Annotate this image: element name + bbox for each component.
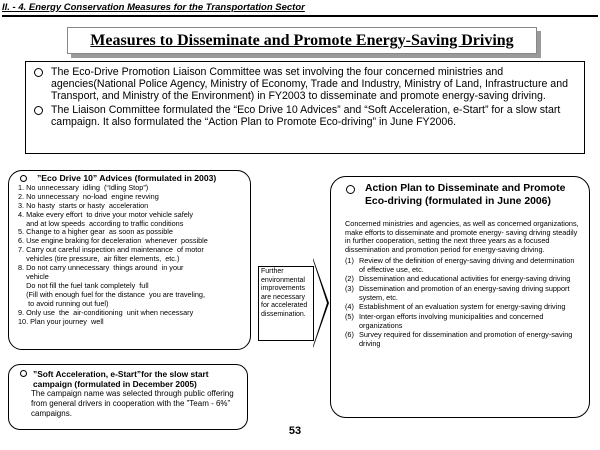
advice-item: 3. No hasty starts or hasty acceleration xyxy=(18,200,149,210)
soft-acceleration-box xyxy=(8,364,248,430)
advice-item: 6. Use engine braking for deceleration whenever possible xyxy=(18,236,208,246)
ring-bullet-icon xyxy=(34,68,43,77)
soft-acceleration-title: ”Soft Acceleration, e-Start”for the slow start campaign (formulated in December 2005) xyxy=(33,369,209,389)
advice-item: and at low speeds according to traffic conditions xyxy=(18,218,184,228)
action-plan-item xyxy=(343,285,581,302)
action-plan-item-text: Inter-organ efforts involving municipalities and concerned organizations xyxy=(359,312,544,330)
intro-bullet xyxy=(32,104,576,128)
ring-bullet-icon xyxy=(34,106,43,115)
action-plan-intro: Concerned ministries and agencies, as well as concerned organizations, make efforts to disseminate and promote energy- saving driving steadily in further cooperation, setting the next three years as a focused dissemination and promotion period for energy-saving driving. xyxy=(345,219,579,255)
action-plan-item-number: (2) xyxy=(345,274,354,284)
action-plan-item-text: Review of the definition of energy-saving driving and determination of effective use, etc. xyxy=(359,255,575,274)
advice-item: vehicles (tire pressure, air filter elements, etc.) xyxy=(18,254,180,264)
intro-bullet xyxy=(32,66,576,103)
header-rule xyxy=(2,15,598,17)
action-plan-item-text: Dissemination and promotion of an energy-saving driving support system, etc. xyxy=(359,283,570,302)
action-plan-item xyxy=(343,275,581,284)
action-plan-item xyxy=(343,331,581,348)
page-title: Measures to Disseminate and Promote Energy-Saving Driving xyxy=(90,31,514,49)
advices-header xyxy=(18,174,244,183)
intro-box xyxy=(25,61,585,154)
action-plan-item-text: Establishment of an evaluation system for energy-saving driving xyxy=(359,302,566,312)
page-number: 53 xyxy=(288,425,302,437)
ring-bullet-icon xyxy=(346,185,355,194)
advice-item: 2. No unnecessary no-load engine revving xyxy=(18,191,159,201)
action-plan-box xyxy=(330,176,590,418)
action-plan-item-number: (4) xyxy=(345,302,354,312)
advice-item: (Fill with enough fuel for the distance you are traveling, xyxy=(18,289,205,299)
advice-item: vehicle xyxy=(18,271,49,281)
soft-acceleration-header xyxy=(18,369,241,389)
title-box xyxy=(67,27,537,54)
advice-item: 10. Plan your journey well xyxy=(18,316,104,326)
action-plan-title: Action Plan to Disseminate and Promote Eco-driving (formulated in June 2006) xyxy=(365,183,566,207)
action-plan-item-number: (6) xyxy=(345,330,354,340)
action-plan-item xyxy=(343,303,581,312)
action-plan-item-text: Dissemination and educational activities for energy-saving driving xyxy=(359,274,571,284)
section-header: II. - 4. Energy Conservation Measures for the Transportation Sector xyxy=(2,2,305,13)
advice-item: 8. Do not carry unnecessary things around in your xyxy=(18,263,184,273)
action-plan-header xyxy=(343,183,581,208)
advice-item: 5. Change to a higher gear as soon as possible xyxy=(18,227,173,237)
ring-bullet-icon xyxy=(20,175,27,182)
arrow-note: Further environmental improvements are necessary for accelerated dissemination. xyxy=(258,266,314,341)
ring-bullet-icon xyxy=(20,370,27,377)
advices-title: ”Eco Drive 10” Advices (formulated in 2003) xyxy=(37,173,217,183)
action-plan-item-number: (5) xyxy=(345,312,354,322)
intro-bullet-text: The Eco-Drive Promotion Liaison Committee was set involving the four concerned ministries and agencies(National Police Agency, Ministry of Economy, Trade and Industry, Ministry of Land, Infrastructure and Transport, and Ministry of the Environment) in FY2003 to disseminate and promote energy-saving driving. xyxy=(51,66,568,103)
action-plan-item-text: Survey required for dissemination and promotion of energy-saving driving xyxy=(359,330,573,349)
right-arrow-icon-fill xyxy=(313,260,327,346)
advice-item: to avoid running out fuel) xyxy=(18,298,109,308)
soft-acceleration-body: The campaign name was selected through public offering from general drivers in cooperation with the ”Team - 6%” campaigns. xyxy=(31,389,234,418)
advice-item: 4. Make every effort to drive your motor vehicle safely xyxy=(18,209,194,219)
action-plan-item-number: (3) xyxy=(345,283,354,293)
eco-drive-advices-box xyxy=(8,170,251,350)
advice-item: 1. No unnecessary idling (“Idling Stop”) xyxy=(18,182,149,192)
advice-item: Do not fill the fuel tank completely full xyxy=(18,280,149,290)
action-plan-item xyxy=(343,257,581,274)
action-plan-item-number: (1) xyxy=(345,255,354,265)
advice-item: 7. Carry out careful inspection and maintenance of motor xyxy=(18,245,204,255)
action-plan-item xyxy=(343,313,581,330)
intro-bullet-text: The Liaison Committee formulated the “Eco Drive 10 Advices” and “Soft Acceleration, e-Start” for a slow start campaign. It also formulated the “Action Plan to Promote Eco-driving” in June FY2006. xyxy=(51,103,561,128)
advice-item: 9. Only use the air-conditioning unit when necessary xyxy=(18,307,194,317)
